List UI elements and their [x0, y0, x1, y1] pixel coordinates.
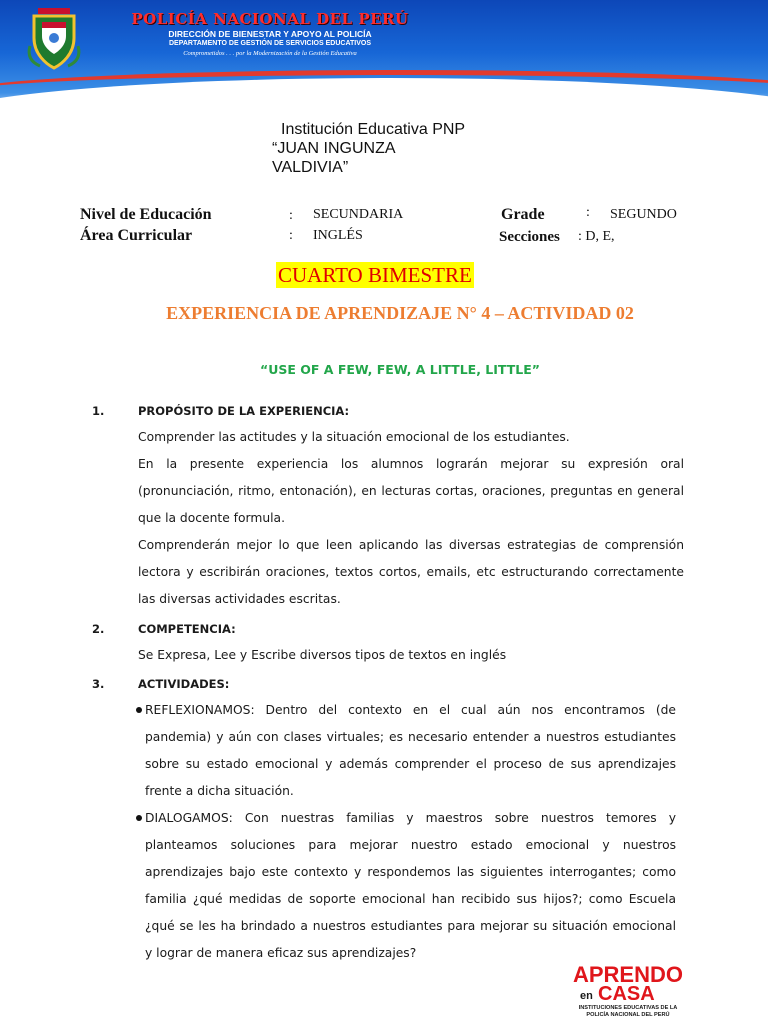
experiencia-title: EXPERIENCIA DE APRENDIZAJE N° 4 – ACTIVIDAD 02 — [166, 303, 634, 323]
section-heading: ACTIVIDADES: — [138, 677, 230, 691]
section-heading: COMPETENCIA: — [138, 622, 236, 636]
grade-value: SEGUNDO — [610, 207, 677, 222]
secciones-label: Secciones — [499, 229, 560, 245]
pnp-crest-icon — [24, 6, 84, 70]
school-line-3: VALDIVIA” — [272, 159, 349, 176]
banner-red-stripe — [0, 70, 768, 115]
logo-word-aprendo: APRENDO — [572, 962, 684, 987]
list-item — [136, 805, 676, 967]
activity-list — [136, 697, 676, 967]
logo-word-en: en — [580, 990, 593, 1002]
banner-institution: POLICÍA NACIONAL DEL PERÚ — [131, 10, 409, 28]
logo-word-casa: CASA — [598, 983, 655, 1005]
logo-subtitle-1: INSTITUCIONES EDUCATIVAS DE LA — [578, 1005, 678, 1011]
paragraph: Se Expresa, Lee y Escribe diversos tipos de textos en inglés — [138, 648, 507, 662]
paragraph: Comprender las actitudes y la situación emocional de los estudiantes. — [138, 430, 570, 444]
section-body — [138, 424, 684, 613]
logo-subtitle-2: POLICÍA NACIONAL DEL PERÚ — [586, 1012, 670, 1018]
nivel-separator: : — [289, 208, 293, 223]
section-heading: PROPÓSITO DE LA EXPERIENCIA: — [138, 404, 350, 418]
paragraph: Comprenderán mejor lo que leen aplicando las diversas estrategias de comprensión lectora y escribirán oraciones, textos cortos, emails, etc estructurando correctamente las diversas actividades escritas. — [138, 538, 684, 606]
banner-text — [90, 10, 450, 57]
header-banner — [0, 0, 768, 116]
list-item-text: REFLEXIONAMOS: Dentro del contexto en el cual aún nos encontramos (de pandemia) y aún con clases virtuales; es necesario entender a nuestros estudiantes sobre su estado emocional y además comprender el proceso de sus aprendizajes frente a dicha situación. — [145, 703, 676, 798]
nivel-label: Nivel de Educación — [80, 206, 212, 223]
banner-direction: DIRECCIÓN DE BIENESTAR Y APOYO AL POLICÍA — [168, 29, 372, 39]
grade-separator: : — [586, 205, 590, 220]
list-item — [136, 697, 676, 805]
topic-title: “USE OF A FEW, FEW, A LITTLE, LITTLE” — [260, 362, 540, 377]
bimestre-title: CUARTO BIMESTRE — [278, 263, 472, 287]
section-body — [138, 642, 684, 669]
area-separator: : — [289, 228, 293, 243]
paragraph: En la presente experiencia los alumnos lograrán mejorar su expresión oral (pronunciación, ritmo, entonación), en lecturas cortas, oraciones, preguntas en general que la docente formula. — [138, 457, 684, 525]
grade-label: Grade — [501, 206, 545, 223]
secciones-value: : D, E, — [578, 229, 615, 244]
school-line-1: Institución Educativa PNP — [281, 121, 466, 138]
list-item-text: DIALOGAMOS: Con nuestras familias y maestros sobre nuestros temores y planteamos soluciones para mejorar nuestro estado emocional y nuestros aprendizajes bajo este contexto y respondemos las siguientes interrogantes; como familia ¿qué medidas de soporte emocional han recibido sus hijos?; como Escuela ¿qué se les ha brindado a nuestros estudiantes para mejorar su situación emocional y lograr de manera eficaz sus aprendizajes? — [145, 811, 676, 960]
aprendo-en-casa-logo — [566, 962, 690, 1020]
bullet-icon — [136, 707, 142, 713]
area-label: Área Curricular — [80, 227, 193, 244]
section-number: 1. — [92, 404, 105, 418]
section-number: 3. — [92, 677, 105, 691]
area-value: INGLÉS — [313, 228, 363, 243]
section-number: 2. — [92, 622, 105, 636]
bullet-icon — [136, 815, 142, 821]
banner-motto: Comprometidos . . . por la Modernización de la Gestión Educativa — [183, 50, 357, 57]
banner-department: DEPARTAMENTO DE GESTIÓN DE SERVICIOS EDUCATIVOS — [169, 40, 371, 47]
nivel-value: SECUNDARIA — [313, 207, 404, 222]
school-name — [272, 120, 465, 177]
school-line-2: “JUAN INGUNZA — [272, 140, 396, 157]
